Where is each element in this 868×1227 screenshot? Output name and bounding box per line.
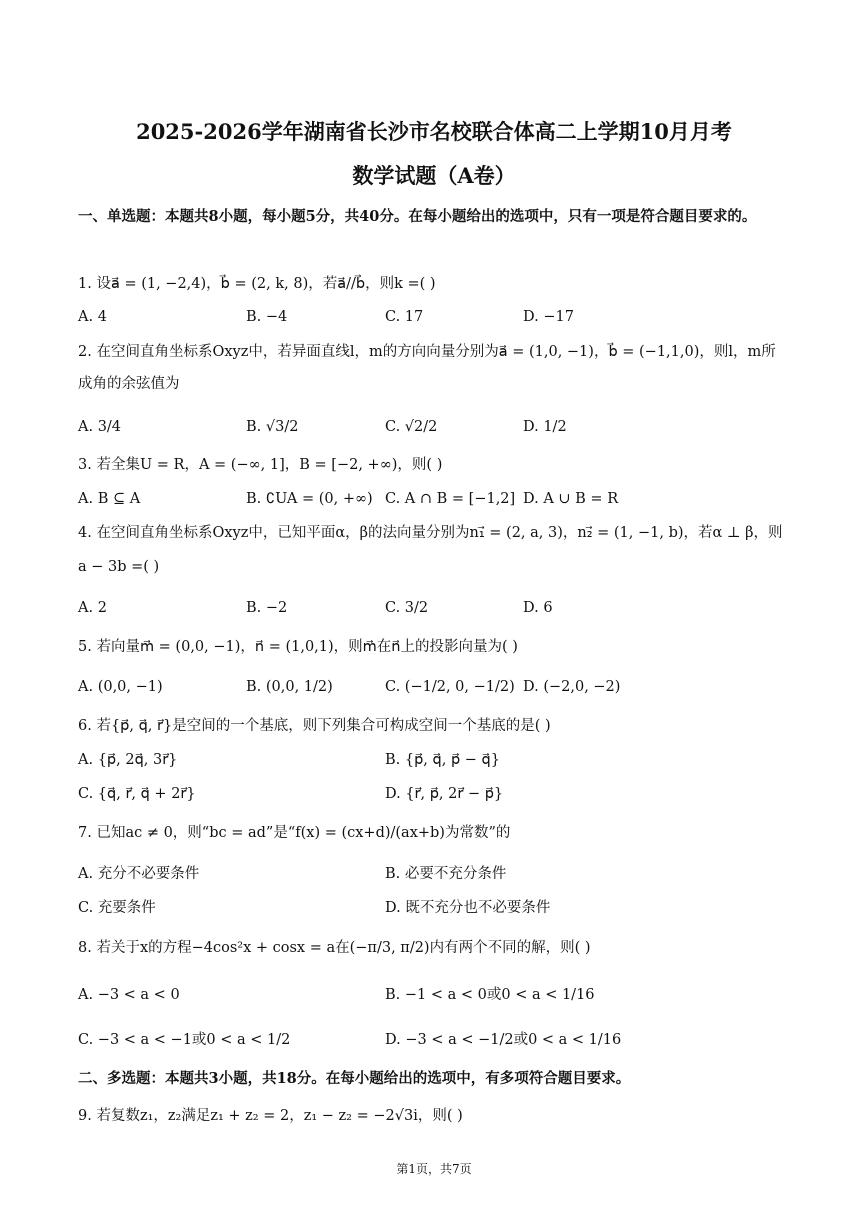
option-a: A. (0,0, −1) <box>78 679 163 695</box>
option-b: B. (0,0, 1/2) <box>246 679 333 695</box>
option-b: B. √3/2 <box>246 419 299 435</box>
option-c: C. √2/2 <box>385 419 438 435</box>
question-1-options <box>78 302 798 332</box>
option-c: C. {q⃗, r⃗, q⃗ + 2r⃗} <box>78 786 196 802</box>
question-2-stem-line2: 成角的余弦值为 <box>78 376 180 392</box>
option-c: C. −3 < a < −1或0 < a < 1/2 <box>78 1032 291 1048</box>
option-d: D. {r⃗, p⃗, 2r⃗ − p⃗} <box>385 786 504 802</box>
option-c: C. 充要条件 <box>78 900 156 916</box>
question-7-options-row2 <box>78 893 798 923</box>
option-c: C. A ∩ B = [−1,2] <box>385 491 516 507</box>
option-d: D. (−2,0, −2) <box>523 679 621 695</box>
option-a: A. {p⃗, 2q⃗, 3r⃗} <box>78 752 178 768</box>
option-a: A. 充分不必要条件 <box>78 866 200 882</box>
page-footer: 第1页，共7页 <box>396 1162 472 1176</box>
option-c: C. 17 <box>385 309 424 325</box>
exam-title-line1: 2025-2026学年湖南省长沙市名校联合体高二上学期10月月考 <box>136 119 732 144</box>
question-2-options <box>78 412 798 442</box>
option-d: D. 6 <box>523 600 553 616</box>
option-b: B. ∁UA = (0, +∞) <box>246 491 373 507</box>
section-single-choice-header: 一、单选题：本题共8小题，每小题5分，共40分。在每小题给出的选项中，只有一项是符合题目要求的。 <box>78 208 757 225</box>
question-6-stem: 6. 若{p⃗, q⃗, r⃗}是空间的一个基底，则下列集合可构成空间一个基底的是( ) <box>78 718 551 734</box>
question-7-options-row1 <box>78 859 798 889</box>
question-6-options-row2 <box>78 779 798 809</box>
question-4-options <box>78 593 798 623</box>
option-a: A. −3 < a < 0 <box>78 987 180 1003</box>
option-d: D. A ∪ B = R <box>523 491 619 507</box>
question-8-stem: 8. 若关于x的方程−4cos²x + cosx = a在(−π/3, π/2)内有两个不同的解，则( ) <box>78 940 591 956</box>
option-b: B. 必要不充分条件 <box>385 866 507 882</box>
option-b: B. −4 <box>246 309 288 325</box>
question-7-stem: 7. 已知ac ≠ 0，则“bc = ad”是“f(x) = (cx+d)/(ax+b)为常数”的 <box>78 825 511 841</box>
question-8-options-row1 <box>78 980 798 1010</box>
question-3-options <box>78 484 798 514</box>
question-5-stem: 5. 若向量m⃗ = (0,0, −1)，n⃗ = (1,0,1)，则m⃗在n⃗上的投影向量为( ) <box>78 639 518 655</box>
option-c: C. 3/2 <box>385 600 429 616</box>
option-b: B. {p⃗, q⃗, p⃗ − q⃗} <box>385 752 500 768</box>
question-6-options-row1 <box>78 745 798 775</box>
question-1-stem: 1. 设a⃗ = (1, −2,4)，b⃗ = (2, k, 8)，若a⃗//b⃗，则k =( ) <box>78 276 436 292</box>
option-a: A. 3/4 <box>78 419 122 435</box>
exam-title-line2: 数学试题（A卷） <box>352 163 516 188</box>
option-a: A. B ⊆ A <box>78 491 141 507</box>
question-3-stem: 3. 若全集U = R，A = (−∞, 1]，B = [−2, +∞)，则( ) <box>78 457 443 473</box>
section-multi-choice-header: 二、多选题：本题共3小题，共18分。在每小题给出的选项中，有多项符合题目要求。 <box>78 1070 631 1087</box>
option-b: B. −1 < a < 0或0 < a < 1/16 <box>385 987 595 1003</box>
option-d: D. −17 <box>523 309 574 325</box>
question-4-stem-line1: 4. 在空间直角坐标系Oxyz中，已知平面α，β的法向量分别为n₁⃗ = (2, a, 3)，n₂⃗ = (1, −1, b)，若α ⊥ β，则 <box>78 525 783 541</box>
option-c: C. (−1/2, 0, −1/2) <box>385 679 515 695</box>
option-d: D. 既不充分也不必要条件 <box>385 900 551 916</box>
option-d: D. 1/2 <box>523 419 567 435</box>
question-9-stem: 9. 若复数z₁，z₂满足z₁ + z₂ = 2，z₁ − z₂ = −2√3i，则( ) <box>78 1108 463 1124</box>
option-b: B. −2 <box>246 600 288 616</box>
option-d: D. −3 < a < −1/2或0 < a < 1/16 <box>385 1032 622 1048</box>
question-2-stem-line1: 2. 在空间直角坐标系Oxyz中，若异面直线l，m的方向向量分别为a⃗ = (1,0, −1)，b⃗ = (−1,1,0)，则l，m所 <box>78 344 776 360</box>
question-4-stem-line2: a − 3b =( ) <box>78 559 160 575</box>
option-a: A. 2 <box>78 600 107 616</box>
question-5-options <box>78 672 798 702</box>
question-8-options-row2 <box>78 1025 798 1055</box>
option-a: A. 4 <box>78 309 107 325</box>
